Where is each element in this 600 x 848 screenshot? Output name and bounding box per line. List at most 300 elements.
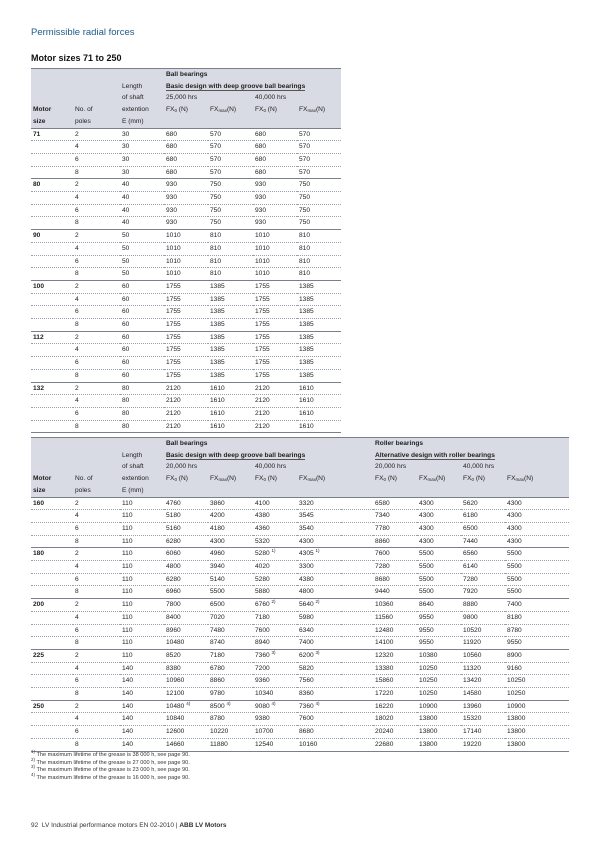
force-value-cell: 1010 xyxy=(164,255,208,268)
table-row xyxy=(31,637,569,650)
force-value-cell: 12100 xyxy=(164,688,208,701)
column-gap xyxy=(341,548,373,561)
motor-header-line1: Motor xyxy=(31,104,73,116)
shaft-length-cell: 40 xyxy=(120,217,164,230)
length-header-line1: Length xyxy=(120,450,164,462)
force-value-cell: 1385 xyxy=(297,369,341,382)
column-gap xyxy=(341,738,373,751)
force-value-cell: 12540 xyxy=(253,738,297,751)
force-value-cell: 570 xyxy=(208,128,253,141)
table-row xyxy=(31,611,569,624)
force-value-cell: 13800 xyxy=(505,713,569,726)
shaft-length-cell: 80 xyxy=(120,420,164,433)
column-gap xyxy=(341,586,373,599)
motor-size-cell xyxy=(31,573,73,586)
motor-size-cell xyxy=(31,561,73,574)
table-row xyxy=(31,688,569,701)
poles-cell: 6 xyxy=(73,153,120,166)
force-value-cell: 4305 $^{1)}$ xyxy=(297,548,341,561)
motor-size-cell: 160 xyxy=(31,497,73,510)
motor-size-cell xyxy=(31,637,73,650)
force-value-cell: 1755 xyxy=(164,319,208,332)
poles-cell: 6 xyxy=(73,624,120,637)
column-gap xyxy=(341,726,373,739)
force-value-cell: 6340 xyxy=(297,624,341,637)
radial-forces-table-71-132 xyxy=(31,68,341,433)
force-value-cell: 1755 xyxy=(253,306,297,319)
table-row xyxy=(31,382,341,395)
force-value-cell: 1010 xyxy=(253,255,297,268)
table-row xyxy=(31,179,341,192)
poles-cell: 2 xyxy=(73,128,120,141)
force-value-cell: 930 xyxy=(164,204,208,217)
force-value-cell: 1755 xyxy=(253,319,297,332)
force-value-cell: 2120 xyxy=(253,407,297,420)
poles-cell: 4 xyxy=(73,713,120,726)
table-row xyxy=(31,344,341,357)
motor-size-cell xyxy=(31,522,73,535)
force-value-cell: 1385 xyxy=(297,331,341,344)
force-value-cell: 1385 xyxy=(208,293,253,306)
poles-cell: 6 xyxy=(73,522,120,535)
poles-cell: 2 xyxy=(73,331,120,344)
shaft-length-cell: 140 xyxy=(120,662,164,675)
force-value-cell: 810 xyxy=(208,255,253,268)
force-value-cell: 570 xyxy=(208,153,253,166)
force-value-cell: 17220 xyxy=(373,688,417,701)
force-value-cell: 930 xyxy=(253,192,297,205)
force-value-cell: 570 xyxy=(208,166,253,179)
table-row xyxy=(31,407,341,420)
length-header-line4: E (mm) xyxy=(120,485,164,497)
force-value-cell: 5980 xyxy=(297,611,341,624)
force-value-cell: 5500 xyxy=(417,586,461,599)
force-value-cell: 680 xyxy=(253,128,297,141)
poles-cell: 6 xyxy=(73,255,120,268)
poles-cell: 2 xyxy=(73,382,120,395)
shaft-length-cell: 50 xyxy=(120,242,164,255)
force-value-cell: 10700 xyxy=(253,726,297,739)
motor-size-cell xyxy=(31,624,73,637)
force-value-cell: 4800 xyxy=(164,561,208,574)
fxmax-header: $FX_{max}(N)$ xyxy=(208,473,253,485)
force-value-cell: 6280 xyxy=(164,573,208,586)
force-value-cell: 10380 xyxy=(417,649,461,662)
force-value-cell: 8960 xyxy=(164,624,208,637)
force-value-cell: 750 xyxy=(208,192,253,205)
force-value-cell: 7020 xyxy=(208,611,253,624)
force-value-cell: 5180 xyxy=(164,510,208,523)
bearing-type-header: Ball bearings xyxy=(164,69,341,81)
force-value-cell: 4300 xyxy=(505,510,569,523)
force-value-cell: 13800 xyxy=(505,738,569,751)
force-value-cell: 5880 xyxy=(253,586,297,599)
shaft-length-cell: 110 xyxy=(120,522,164,535)
table-row xyxy=(31,573,569,586)
force-value-cell: 20240 xyxy=(373,726,417,739)
poles-cell: 4 xyxy=(73,662,120,675)
motor-size-cell xyxy=(31,268,73,281)
table-row xyxy=(31,128,341,141)
motor-size-cell xyxy=(31,319,73,332)
force-value-cell: 1385 xyxy=(208,319,253,332)
table-row xyxy=(31,369,341,382)
force-value-cell: 8500 $^{4)}$ xyxy=(208,700,253,713)
page-footer xyxy=(31,822,227,829)
shaft-length-cell: 110 xyxy=(120,561,164,574)
shaft-length-cell: 60 xyxy=(120,369,164,382)
poles-cell: 4 xyxy=(73,344,120,357)
force-value-cell: 9080 $^{4)}$ xyxy=(253,700,297,713)
force-value-cell: 13800 xyxy=(417,738,461,751)
poles-cell: 2 xyxy=(73,497,120,510)
force-value-cell: 930 xyxy=(253,204,297,217)
shaft-length-cell: 140 xyxy=(120,688,164,701)
force-value-cell: 7400 xyxy=(505,599,569,612)
table-row xyxy=(31,662,569,675)
force-value-cell: 750 xyxy=(297,204,341,217)
footnote: $^{1)}$ The maximum lifetime of the grease is 38 000 h, see page 90. xyxy=(31,749,190,758)
motor-size-cell: 180 xyxy=(31,548,73,561)
poles-cell: 8 xyxy=(73,268,120,281)
fx0-header: $FX_0$ (N) xyxy=(461,473,505,485)
force-value-cell: 1610 xyxy=(297,382,341,395)
force-value-cell: 930 xyxy=(253,217,297,230)
table-row xyxy=(31,624,569,637)
force-value-cell: 1385 xyxy=(208,357,253,370)
force-value-cell: 570 xyxy=(297,166,341,179)
force-value-cell: 7800 xyxy=(164,599,208,612)
motor-size-cell xyxy=(31,675,73,688)
force-value-cell: 2120 xyxy=(253,395,297,408)
ball-design-header: Basic design with deep groove ball bearings xyxy=(164,450,341,462)
table-row xyxy=(31,561,569,574)
shaft-length-cell: 110 xyxy=(120,548,164,561)
force-value-cell: 750 xyxy=(297,179,341,192)
force-value-cell: 1010 xyxy=(253,268,297,281)
ball-bearings-header: Ball bearings xyxy=(164,438,341,450)
force-value-cell: 13420 xyxy=(461,675,505,688)
column-gap xyxy=(341,535,373,548)
poles-cell: 4 xyxy=(73,510,120,523)
force-value-cell: 7360 $^{4)}$ xyxy=(297,700,341,713)
force-value-cell: 16220 xyxy=(373,700,417,713)
page-title: Permissible radial forces xyxy=(31,27,135,38)
force-value-cell: 750 xyxy=(208,217,253,230)
force-value-cell: 6500 xyxy=(208,599,253,612)
motor-size-cell xyxy=(31,192,73,205)
shaft-length-cell: 50 xyxy=(120,255,164,268)
length-header-line1: Length xyxy=(120,81,164,93)
life-header: 25,000 hrs xyxy=(164,92,253,104)
force-value-cell: 4200 xyxy=(208,510,253,523)
force-value-cell: 10900 xyxy=(505,700,569,713)
force-value-cell: 3940 xyxy=(208,561,253,574)
force-value-cell: 4300 xyxy=(417,522,461,535)
force-value-cell: 5160 xyxy=(164,522,208,535)
shaft-length-cell: 80 xyxy=(120,395,164,408)
force-value-cell: 750 xyxy=(208,204,253,217)
force-value-cell: 10340 xyxy=(253,688,297,701)
force-value-cell: 8400 xyxy=(164,611,208,624)
force-value-cell: 15320 xyxy=(461,713,505,726)
fx0-header: $FX_0$ (N) xyxy=(373,473,417,485)
motor-size-cell: 250 xyxy=(31,700,73,713)
force-value-cell: 11920 xyxy=(461,637,505,650)
force-value-cell: 810 xyxy=(297,268,341,281)
force-value-cell: 8860 xyxy=(208,675,253,688)
motor-size-cell: 71 xyxy=(31,128,73,141)
force-value-cell: 1755 xyxy=(253,357,297,370)
motor-size-cell: 100 xyxy=(31,280,73,293)
table-row xyxy=(31,535,569,548)
poles-cell: 8 xyxy=(73,535,120,548)
motor-size-cell xyxy=(31,688,73,701)
force-value-cell: 7560 xyxy=(297,675,341,688)
force-value-cell: 5500 xyxy=(505,586,569,599)
column-gap xyxy=(341,675,373,688)
motor-header-line2: size xyxy=(31,485,73,497)
force-value-cell: 1385 xyxy=(208,344,253,357)
shaft-length-cell: 40 xyxy=(120,192,164,205)
force-value-cell: 15860 xyxy=(373,675,417,688)
force-value-cell: 5280 xyxy=(253,573,297,586)
force-value-cell: 6580 xyxy=(373,497,417,510)
shaft-length-cell: 30 xyxy=(120,166,164,179)
force-value-cell: 11320 xyxy=(461,662,505,675)
shaft-length-cell: 80 xyxy=(120,382,164,395)
force-value-cell: 8940 xyxy=(253,637,297,650)
shaft-length-cell: 110 xyxy=(120,497,164,510)
shaft-length-cell: 80 xyxy=(120,407,164,420)
force-value-cell: 7600 xyxy=(373,548,417,561)
force-value-cell: 1010 xyxy=(164,230,208,243)
force-value-cell: 1385 xyxy=(297,306,341,319)
force-value-cell: 1755 xyxy=(253,293,297,306)
poles-cell: 8 xyxy=(73,217,120,230)
force-value-cell: 4100 xyxy=(253,497,297,510)
motor-size-cell xyxy=(31,242,73,255)
force-value-cell: 1755 xyxy=(164,306,208,319)
force-value-cell: 8860 xyxy=(373,535,417,548)
force-value-cell: 7340 xyxy=(373,510,417,523)
fx0-header: $FX_0$ (N) xyxy=(164,473,208,485)
brand-name: ABB LV Motors xyxy=(179,822,227,829)
force-value-cell: 12320 xyxy=(373,649,417,662)
force-value-cell: 12600 xyxy=(164,726,208,739)
force-value-cell: 680 xyxy=(164,141,208,154)
column-gap xyxy=(341,713,373,726)
length-header-line2: of shaft xyxy=(120,461,164,473)
table-row xyxy=(31,255,341,268)
fxmax-header: $FX_{max}(N)$ xyxy=(208,104,253,116)
footnote: $^{3)}$ The maximum lifetime of the grease is 23 000 h, see page 90. xyxy=(31,764,190,773)
shaft-length-cell: 30 xyxy=(120,141,164,154)
force-value-cell: 5280 $^{1)}$ xyxy=(253,548,297,561)
motor-size-cell xyxy=(31,306,73,319)
force-value-cell: 5620 xyxy=(461,497,505,510)
force-value-cell: 1385 xyxy=(208,306,253,319)
force-value-cell: 1610 xyxy=(297,420,341,433)
force-value-cell: 930 xyxy=(253,179,297,192)
motor-size-cell xyxy=(31,662,73,675)
force-value-cell: 6780 xyxy=(208,662,253,675)
fx0-header: $FX_0$ (N) xyxy=(164,104,208,116)
force-value-cell: 8900 xyxy=(505,649,569,662)
fxmax-header: $FX_{max}(N)$ xyxy=(297,473,341,485)
poles-cell: 4 xyxy=(73,242,120,255)
force-value-cell: 6960 xyxy=(164,586,208,599)
force-value-cell: 6180 xyxy=(461,510,505,523)
poles-cell: 8 xyxy=(73,586,120,599)
poles-cell: 6 xyxy=(73,204,120,217)
shaft-length-cell: 140 xyxy=(120,738,164,751)
force-value-cell: 680 xyxy=(164,153,208,166)
force-value-cell: 680 xyxy=(253,141,297,154)
table-row xyxy=(31,713,569,726)
shaft-length-cell: 30 xyxy=(120,128,164,141)
page-number: 92 xyxy=(31,822,39,829)
force-value-cell: 9160 xyxy=(505,662,569,675)
footnote: $^{4)}$ The maximum lifetime of the grease is 16 000 h, see page 90. xyxy=(31,771,190,781)
motor-size-cell: 200 xyxy=(31,599,73,612)
force-value-cell: 1385 xyxy=(208,331,253,344)
poles-cell: 8 xyxy=(73,738,120,751)
force-value-cell: 10480 $^{4)}$ xyxy=(164,700,208,713)
shaft-length-cell: 110 xyxy=(120,599,164,612)
table-row xyxy=(31,280,341,293)
shaft-length-cell: 60 xyxy=(120,319,164,332)
motor-size-cell xyxy=(31,344,73,357)
force-value-cell: 1755 xyxy=(164,369,208,382)
table-row xyxy=(31,242,341,255)
force-value-cell: 680 xyxy=(253,166,297,179)
force-value-cell: 10250 xyxy=(417,675,461,688)
force-value-cell: 4760 xyxy=(164,497,208,510)
column-gap xyxy=(341,611,373,624)
force-value-cell: 8780 xyxy=(208,713,253,726)
force-value-cell: 680 xyxy=(164,166,208,179)
poles-header-line1: No. of xyxy=(73,104,120,116)
force-value-cell: 4020 xyxy=(253,561,297,574)
force-value-cell: 7280 xyxy=(461,573,505,586)
table-row xyxy=(31,306,341,319)
force-value-cell: 570 xyxy=(297,141,341,154)
force-value-cell: 9550 xyxy=(417,611,461,624)
force-value-cell: 3320 xyxy=(297,497,341,510)
force-value-cell: 3300 xyxy=(297,561,341,574)
table-row xyxy=(31,738,569,751)
force-value-cell: 5640 $^{2)}$ xyxy=(297,599,341,612)
life-header: 40,000 hrs xyxy=(253,92,341,104)
poles-cell: 2 xyxy=(73,649,120,662)
force-value-cell: 7600 xyxy=(297,713,341,726)
motor-size-cell xyxy=(31,293,73,306)
force-value-cell: 10250 xyxy=(505,675,569,688)
force-value-cell: 7180 xyxy=(253,611,297,624)
motor-size-cell xyxy=(31,407,73,420)
motor-size-cell xyxy=(31,586,73,599)
force-value-cell: 11880 xyxy=(208,738,253,751)
shaft-length-cell: 140 xyxy=(120,726,164,739)
force-value-cell: 7180 xyxy=(208,649,253,662)
shaft-length-cell: 110 xyxy=(120,624,164,637)
force-value-cell: 1755 xyxy=(164,280,208,293)
force-value-cell: 810 xyxy=(297,255,341,268)
table-row xyxy=(31,586,569,599)
motor-size-cell xyxy=(31,357,73,370)
force-value-cell: 10250 xyxy=(417,662,461,675)
motor-size-cell xyxy=(31,217,73,230)
force-value-cell: 1385 xyxy=(297,344,341,357)
poles-cell: 4 xyxy=(73,395,120,408)
poles-cell: 2 xyxy=(73,700,120,713)
poles-cell: 6 xyxy=(73,675,120,688)
force-value-cell: 4300 xyxy=(417,510,461,523)
force-value-cell: 6560 xyxy=(461,548,505,561)
force-value-cell: 1755 xyxy=(164,357,208,370)
poles-cell: 2 xyxy=(73,179,120,192)
force-value-cell: 19220 xyxy=(461,738,505,751)
table-row xyxy=(31,548,569,561)
table-row xyxy=(31,357,341,370)
shaft-length-cell: 110 xyxy=(120,586,164,599)
force-value-cell: 4180 xyxy=(208,522,253,535)
force-value-cell: 6760 $^{2)}$ xyxy=(253,599,297,612)
table-row xyxy=(31,331,341,344)
force-value-cell: 8380 xyxy=(164,662,208,675)
force-value-cell: 1385 xyxy=(297,357,341,370)
table-row xyxy=(31,395,341,408)
force-value-cell: 6500 xyxy=(461,522,505,535)
force-value-cell: 4300 xyxy=(417,497,461,510)
column-gap xyxy=(341,561,373,574)
poles-header-line2: poles xyxy=(73,485,120,497)
poles-cell: 8 xyxy=(73,369,120,382)
table-row xyxy=(31,217,341,230)
force-value-cell: 4380 xyxy=(297,573,341,586)
poles-cell: 4 xyxy=(73,293,120,306)
force-value-cell: 4380 xyxy=(253,510,297,523)
force-value-cell: 2120 xyxy=(164,420,208,433)
shaft-length-cell: 110 xyxy=(120,510,164,523)
life-header: 40,000 hrs xyxy=(461,461,569,473)
poles-cell: 8 xyxy=(73,688,120,701)
motor-size-cell: 112 xyxy=(31,331,73,344)
table-row xyxy=(31,268,341,281)
section-subtitle: Motor sizes 71 to 250 xyxy=(31,53,122,63)
motor-size-cell xyxy=(31,738,73,751)
force-value-cell: 7400 xyxy=(297,637,341,650)
fxmax-header: $FX_{max}(N)$ xyxy=(297,104,341,116)
force-value-cell: 1010 xyxy=(253,230,297,243)
force-value-cell: 750 xyxy=(208,179,253,192)
force-value-cell: 10250 xyxy=(417,688,461,701)
poles-cell: 6 xyxy=(73,306,120,319)
force-value-cell: 7280 xyxy=(373,561,417,574)
force-value-cell: 750 xyxy=(297,192,341,205)
force-value-cell: 8680 xyxy=(297,726,341,739)
motor-size-cell xyxy=(31,713,73,726)
shaft-length-cell: 110 xyxy=(120,649,164,662)
table-row xyxy=(31,497,569,510)
column-gap xyxy=(341,649,373,662)
column-gap xyxy=(341,573,373,586)
force-value-cell: 7360 $^{3)}$ xyxy=(253,649,297,662)
force-value-cell: 10900 xyxy=(417,700,461,713)
motor-size-cell xyxy=(31,153,73,166)
force-value-cell: 570 xyxy=(297,153,341,166)
